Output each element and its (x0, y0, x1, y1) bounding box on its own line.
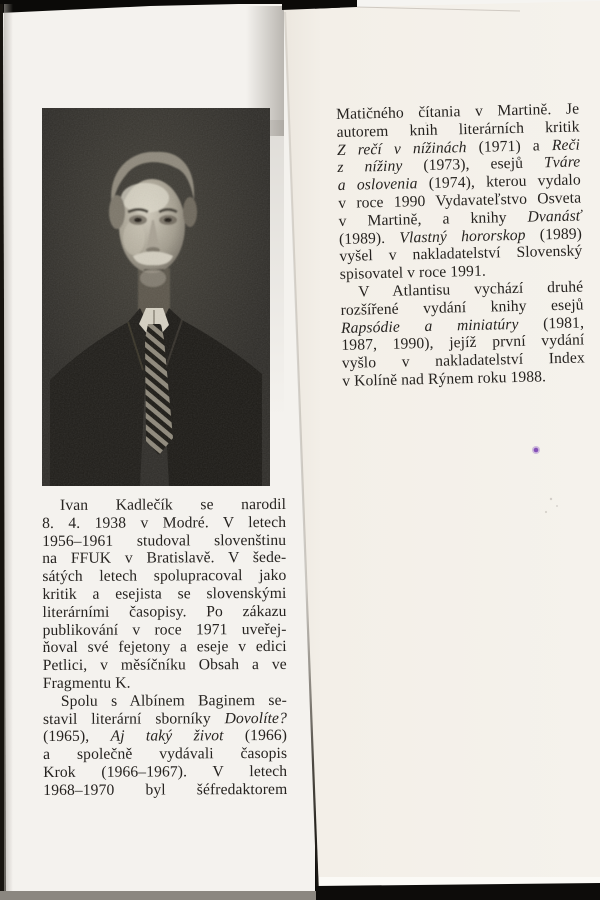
text-line: 8. 4. 1938 v Modré. V letech (42, 513, 287, 532)
text-line: v Martině, a knihy Dvanásť (338, 207, 582, 230)
left-flap-text (42, 496, 287, 800)
text-line: Matičného čítania v Martině. Je (336, 100, 580, 123)
text-line: v Kolíně nad Rýnem roku 1988. (342, 368, 547, 390)
text-line: (1989). Vlastný hororskop (1989) (338, 225, 583, 248)
text-line: vyšlo v nakladatelství Index (341, 349, 585, 373)
text-line: z nížiny (1973), esejů Tváre (337, 153, 581, 177)
text-line: Spolu s Albínem Baginem se- (60, 691, 287, 710)
text-line: (1965), Aj taký život (1966) (43, 727, 288, 746)
text-line: Ivan Kadlečík se narodil (59, 495, 287, 514)
text-line: Petlici, v měsíčníku Obsah a ve (42, 656, 287, 675)
text-line: Rapsódie a miniatúry (1981, (340, 313, 585, 337)
right-flap-text (336, 100, 585, 390)
text-line: publikování v roce 1971 uveřej- (42, 620, 287, 639)
text-line: stavil literární sborníky Dovolíte? (42, 709, 288, 728)
text-line: autorem knih literárních kritik (336, 118, 580, 141)
text-line: 1968–1970 byl šéfredaktorem (43, 780, 288, 799)
text-line: kritik a esejista se slovenskými (42, 584, 287, 603)
scan-edge-bottom-left (0, 891, 319, 900)
text-line: a oslovenia (1974), kterou vydalo (337, 171, 581, 195)
text-line: spisovatel v roce 1991. (339, 262, 487, 284)
text-line: V Atlantisu vychází druhé (358, 278, 584, 301)
text-line: Z rečí v nížinách (1971) a Reči (336, 136, 581, 159)
text-line: Fragmentu K. (42, 674, 131, 692)
text-line: ňoval své fejetony a eseje v edici (42, 638, 287, 657)
text-line: v roce 1990 Vydavateľstvo Osveta (338, 189, 582, 212)
text-line: literárními časopisy. Po zákazu (42, 602, 287, 621)
text-line: Krok (1966–1967). V letech (43, 762, 288, 781)
text-line: sátých letech spolupracoval jako (42, 567, 287, 586)
text-line: 1956–1961 studoval slovenštinu (42, 531, 287, 550)
text-line: vyšel v nakladatelství Slovenský (339, 242, 583, 266)
text-line: rozšířené vydání knihy esejů (340, 296, 584, 319)
text-line: 1987, 1990), jejíž první vydání (341, 331, 585, 355)
portrait-photo (42, 108, 270, 486)
text-line: a společně vydávali časopis (43, 745, 288, 764)
text-line: na FFUK v Bratislavě. V šede- (42, 549, 287, 568)
